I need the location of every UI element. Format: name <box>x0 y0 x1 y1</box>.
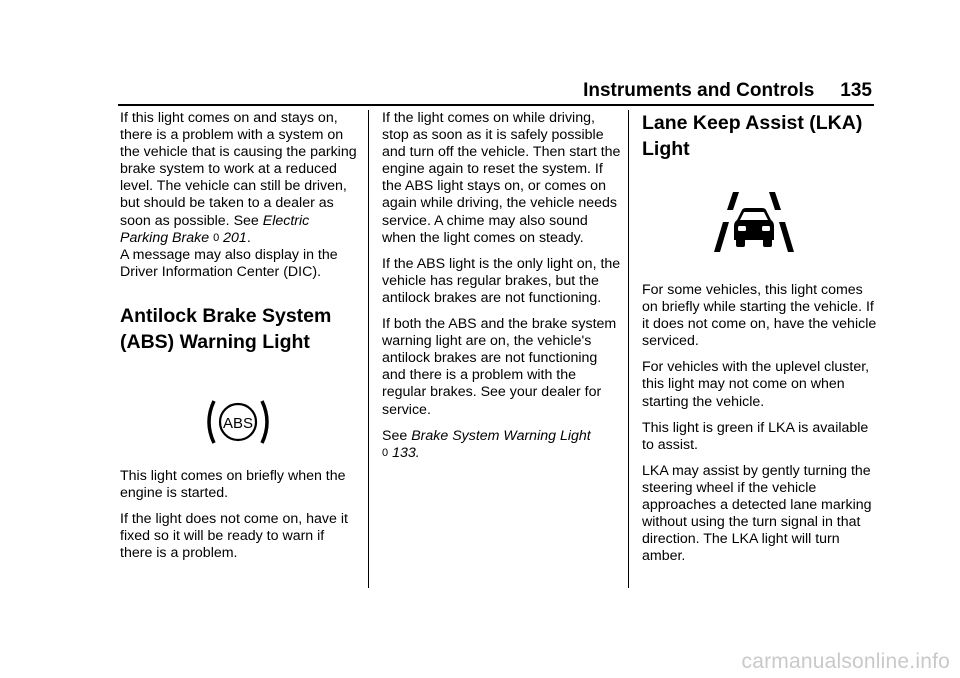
link-electric-parking-brake[interactable]: Electric Parking Brake 0 201 <box>120 212 310 246</box>
header-rule <box>118 104 874 106</box>
lane-keep-assist-icon <box>706 190 802 258</box>
page-number: 135 <box>840 80 872 101</box>
paragraph-abs-not-on: If the light does not come on, have it fixed so it will be ready to warn if there is a problem. <box>120 511 348 562</box>
link-brake-system-warning-light[interactable]: Brake System Warning Light 0 133 <box>382 427 591 461</box>
paragraph-see-brake-system: See Brake System Warning Light 0 133. <box>382 427 591 461</box>
page-ref-arrow-icon: 0 <box>213 231 220 244</box>
lane-marking-left-upper <box>727 192 739 210</box>
abs-right-bracket <box>262 401 267 443</box>
column-1 <box>120 110 360 571</box>
paragraph-lka-uplevel: For vehicles with the uplevel cluster, this light may not come on when starting the vehicle. <box>642 359 870 410</box>
column-3 <box>642 110 882 574</box>
abs-left-bracket <box>209 401 214 443</box>
paragraph-abs-and-brake: If both the ABS and the brake system warning light are on, the vehicle's antilock brakes are not functioning and there is a problem with the regular brakes. See your dealer for service. <box>382 316 617 418</box>
paragraph-dic-message: A message may also display in the Driver Information Center (DIC). <box>120 246 338 280</box>
abs-warning-icon <box>206 397 270 447</box>
column-divider-1 <box>368 110 369 588</box>
paragraph-abs-briefly: This light comes on briefly when the engine is started. <box>120 467 346 502</box>
paragraph-parking-brake: If this light comes on and stays on, there is a problem with a system on the vehicle that is causing the parking brake system to work at a reduced level. The vehicle can still be driven, but should be taken to a dealer as soon as possible. See Electric Parking Brake 0 201. <box>120 110 357 246</box>
page-header <box>583 80 872 102</box>
column-divider-2 <box>628 110 629 588</box>
lane-marking-left-lower <box>714 222 729 252</box>
watermark: carmanualsonline.info <box>741 650 950 673</box>
paragraph-lka-briefly: For some vehicles, this light comes on briefly while starting the vehicle. If it does not come on, have the vehicle serviced. <box>642 282 877 350</box>
paragraph-lka-green: This light is green if LKA is available to assist. <box>642 419 869 453</box>
lane-marking-right-upper <box>769 192 781 210</box>
paragraph-abs-while-driving: If the light comes on while driving, stop as soon as it is safely possible and turn off the vehicle. Then start the engine again to reset the system. If the ABS light stays on, or comes on again while driving, the vehicle needs service. A chime may also sound when the light comes on steady. <box>382 110 621 246</box>
abs-icon-label: ABS <box>222 414 254 432</box>
section-title: Instruments and Controls <box>583 80 815 101</box>
page-ref-arrow-icon: 0 <box>382 446 389 459</box>
column-2 <box>382 110 622 471</box>
paragraph-lka-assist: LKA may assist by gently turning the steering wheel if the vehicle approaches a detected lane marking without using the turn signal in that direction. The LKA light will turn amber. <box>642 462 872 565</box>
car-front-icon <box>734 208 774 247</box>
paragraph-abs-only-light: If the ABS light is the only light on, the vehicle has regular brakes, but the antilock brakes are not functioning. <box>382 255 621 306</box>
heading-lka-light: Lane Keep Assist (LKA) Light <box>642 112 863 160</box>
heading-abs-warning-light: Antilock Brake System (ABS) Warning Light <box>120 304 332 353</box>
lane-marking-right-lower <box>779 222 794 252</box>
